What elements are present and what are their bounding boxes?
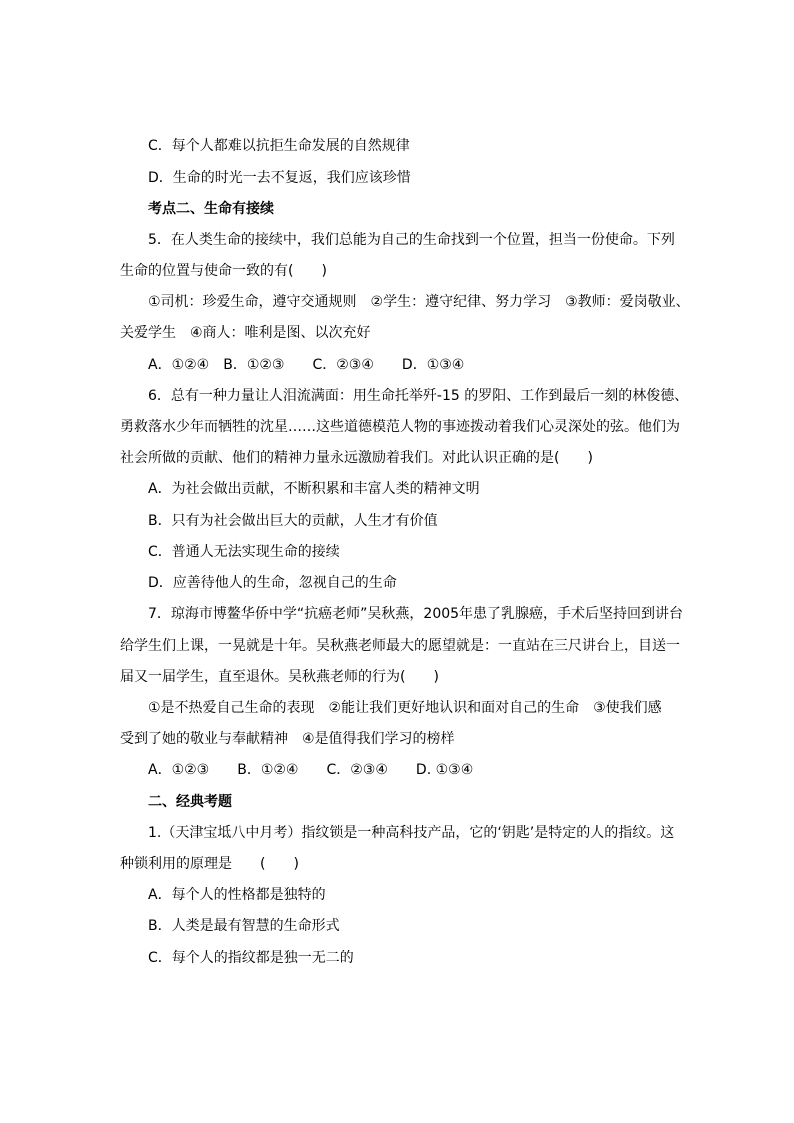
question-7-items-cont: 受到了她的敬业与奉献精神 ④是值得我们学习的榜样 — [120, 731, 455, 747]
question-7: 7．琼海市博鳌华侨中学“抗癌老师”吴秋燕，2005年患了乳腺癌，手术后坚持回到讲台 — [148, 606, 684, 622]
option-b: B．只有为社会做出巨大的贡献，人生才有价值 — [148, 513, 438, 529]
option-c: C．每个人的指纹都是独一无二的 — [148, 950, 354, 966]
question-5-cont: 生命的位置与使命一致的有( ) — [120, 263, 327, 279]
option-c: C．普通人无法实现生命的接续 — [148, 544, 340, 560]
option-b: B．人类是最有智慧的生命形式 — [148, 918, 340, 934]
option-d: D．生命的时光一去不复返，我们应该珍惜 — [148, 170, 411, 186]
question-5-items: ①司机：珍爱生命，遵守交通规则 ②学生：遵守纪律、努力学习 ③教师：爱岗敬业、 — [148, 294, 690, 310]
option-a: A．为社会做出贡献，不断积累和丰富人类的精神文明 — [148, 481, 480, 497]
classic-question-1: 1.（天津宝坻八中月考）指纹锁是一种高科技产品，它的‘钥匙’是特定的人的指纹。这 — [148, 825, 675, 841]
question-6-cont: 勇救落水少年而牺牲的沈星……这些道德模范人物的事迹拨动着我们心灵深处的弦。他们为 — [120, 419, 680, 435]
option-d: D．应善待他人的生命，忽视自己的生命 — [148, 575, 397, 591]
option-a: A．每个人的性格都是独特的 — [148, 887, 326, 903]
question-7-cont: 给学生们上课，一晃就是十年。吴秋燕老师最大的愿望就是：一直站在三尺讲台上，目送一 — [120, 638, 680, 654]
question-5: 5．在人类生命的接续中，我们总能为自己的生命找到一个位置，担当一份使命。下列 — [148, 232, 675, 248]
question-7-options: A．①②③ B．①②④ C．②③④ D. ①③④ — [148, 762, 474, 778]
question-5-items-cont: 关爱学生 ④商人：唯利是图、以次充好 — [120, 325, 371, 341]
question-6: 6．总有一种力量让人泪流满面：用生命托举歼-15 的罗阳、工作到最后一刻的林俊德、 — [148, 388, 689, 404]
question-6-cont: 社会所做的贡献、他们的精神力量永远激励着我们。对此认识正确的是( ) — [120, 450, 593, 466]
classic-question-1-cont: 种锁利用的原理是 ( ) — [120, 856, 299, 872]
section-heading: 考点二、生命有接续 — [148, 201, 274, 217]
question-5-options: A．①②④ B．①②③ C．②③④ D．①③④ — [148, 357, 465, 373]
question-7-cont: 届又一届学生，直至退休。吴秋燕老师的行为( ) — [120, 669, 439, 685]
question-7-items: ①是不热爱自己生命的表现 ②能让我们更好地认识和面对自己的生命 ③使我们感 — [148, 700, 662, 716]
section-heading: 二、经典考题 — [148, 794, 232, 810]
option-c: C．每个人都难以抗拒生命发展的自然规律 — [148, 138, 410, 154]
